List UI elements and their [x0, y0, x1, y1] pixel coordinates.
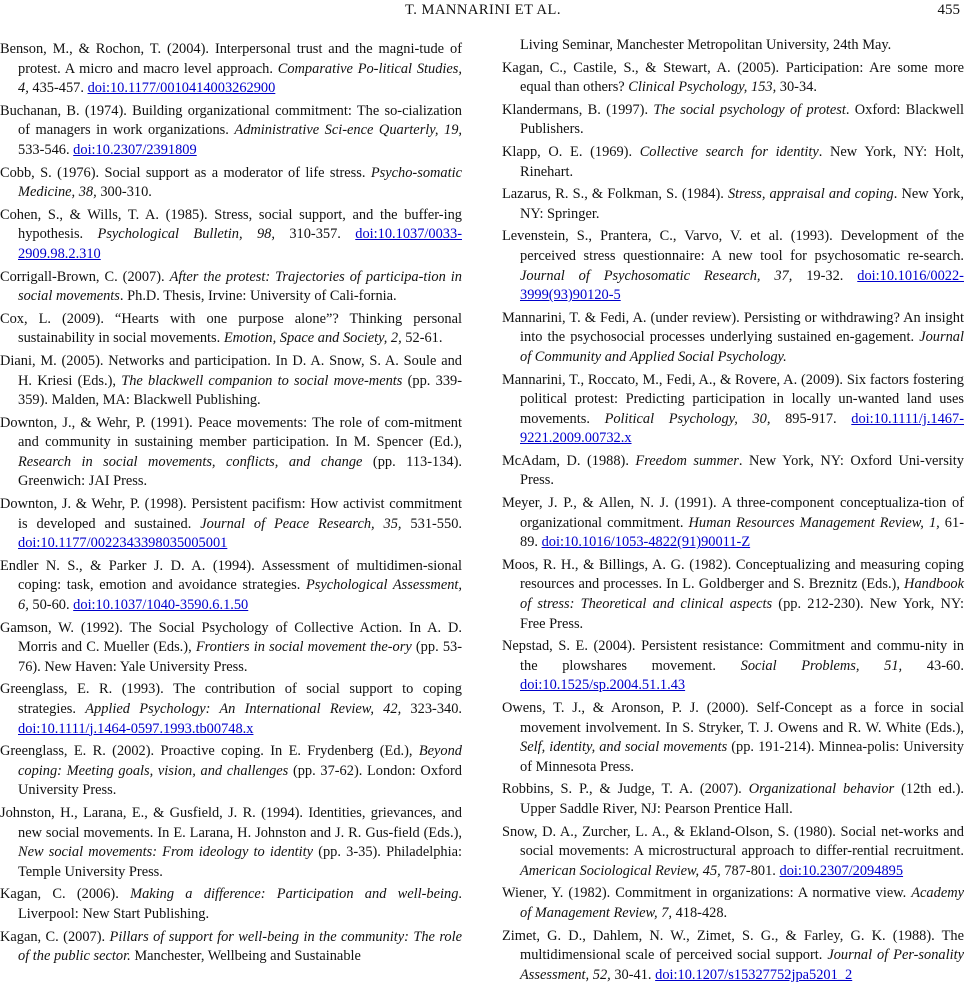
- reference-pages: 533-546.: [18, 141, 74, 158]
- reference-source: Comparative Po-litical Studies, 4,: [18, 60, 463, 97]
- reference-source: Psychological Assessment, 6,: [18, 577, 462, 614]
- reference-authors-title: Endler N. S., & Parker J. D. A. (1994). Assessment of multidimen-sional coping: task, emotion and avoidance strategies.: [0, 557, 462, 594]
- reference-entry: [502, 780, 964, 819]
- reference-authors-title: Diani, M. (2005). Networks and participation. In D. A. Snow, S. A. Soule and H. Kriesi (Eds.),: [0, 352, 462, 389]
- reference-source: Beyond coping: Meeting goals, vision, and challenges: [18, 743, 462, 779]
- reference-authors-title: Klapp, O. E. (1969).: [502, 143, 640, 160]
- doi-link[interactable]: doi:10.2307/2391809: [73, 141, 197, 158]
- reference-pages: . New York, NY: Holt, Rinehart.: [520, 143, 964, 180]
- reference-entry: [502, 309, 964, 368]
- reference-pages: . Liverpool: New Start Publishing.: [18, 886, 463, 922]
- reference-entry: [0, 352, 462, 411]
- reference-authors-title: Cohen, S., & Wills, T. A. (1985). Stress, social support, and the buffer-ing hypothesis.: [0, 206, 462, 243]
- reference-pages: 310-357.: [274, 226, 356, 243]
- reference-source: After the protest: Trajectories of participa-tion in social movements: [18, 268, 462, 305]
- reference-authors-title: Kagan, C. (2007).: [0, 928, 110, 945]
- doi-link[interactable]: doi:10.1177/0010414003262900: [87, 80, 276, 97]
- reference-entry: [0, 885, 462, 924]
- doi-link[interactable]: doi:10.1016/1053-4822(91)90011-Z: [541, 534, 751, 551]
- reference-source: The blackwell companion to social move-ments: [121, 372, 403, 389]
- reference-source: Psycho-somatic Medicine, 38,: [18, 164, 462, 201]
- reference-entry: [0, 102, 462, 161]
- reference-source: American Sociological Review, 45,: [520, 862, 721, 879]
- reference-entry: [502, 637, 964, 696]
- doi-link[interactable]: doi:10.1207/s15327752jpa5201_2: [655, 966, 853, 983]
- reference-pages: 30-34.: [776, 79, 817, 96]
- reference-entry: [0, 928, 462, 967]
- reference-source: Clinical Psychology, 153,: [628, 79, 777, 96]
- reference-entry: [0, 680, 462, 739]
- reference-entry: [0, 742, 462, 801]
- reference-source: Research in social movements, conflicts, and change: [18, 453, 363, 470]
- reference-authors-title: Moos, R. H., & Billings, A. G. (1982). Conceptualizing and measuring coping resources and processes. In L. Goldberger and S. Breznitz (Eds.),: [502, 556, 964, 593]
- doi-link[interactable]: doi:10.1037/0033-2909.98.2.310: [18, 226, 462, 262]
- reference-authors-title: Downton, J., & Wehr, P. (1991). Peace movements: The role of com-mitment and community in sustaining member participation. In M. Spencer (Ed.),: [0, 414, 462, 451]
- reference-entry: [502, 927, 964, 986]
- reference-source: New social movements: From ideology to identity: [18, 844, 314, 861]
- reference-authors-title: Levenstein, S., Prantera, C., Varvo, V. et al. (1993). Development of the perceived stress questionnaire: A new tool for psychosomatic re-search.: [502, 228, 964, 264]
- reference-authors-title: Johnston, H., Larana, E., & Gusfield, J. R. (1994). Identities, grievances, and new social movements. In E. Larana, H. Johnston and J. R. Gus-field (Eds.),: [0, 804, 462, 841]
- reference-entry: [502, 556, 964, 634]
- reference-pages: (pp. 212-230). New York, NY: Free Press.: [520, 596, 964, 632]
- reference-entry: [0, 619, 462, 678]
- reference-authors-title: Owens, T. J., & Aronson, P. J. (2000). Self-Concept as a force in social movement involvement. In S. Stryker, T. J. Owens and R. W. White (Eds.),: [502, 700, 964, 736]
- reference-entry: [0, 804, 462, 882]
- reference-source: Freedom summer: [635, 452, 739, 469]
- left-column: [0, 40, 462, 970]
- reference-source: Frontiers in social movement the-ory: [195, 639, 412, 656]
- reference-pages: (pp. 339-359). Malden, MA: Blackwell Publishing.: [18, 372, 462, 409]
- reference-pages: (pp. 3-35). Philadelphia: Temple University Press.: [18, 844, 463, 880]
- reference-pages: 52-61.: [401, 330, 443, 347]
- right-column: [502, 37, 964, 988]
- reference-pages: . New York, NY: Oxford Uni-versity Press.: [520, 452, 964, 489]
- reference-source: Journal of Peace Research, 35,: [200, 515, 402, 532]
- doi-link[interactable]: doi:10.1525/sp.2004.51.1.43: [520, 677, 686, 694]
- reference-pages: (pp. 37-62). London: Oxford University Press.: [18, 762, 462, 799]
- reference-entry: [502, 494, 964, 553]
- reference-pages: Manchester, Wellbeing and Sustainable: [130, 948, 361, 965]
- reference-authors-title: Cox, L. (2009). “Hearts with one purpose alone”? Thinking personal sustainability in social movements.: [0, 310, 462, 347]
- reference-authors-title: Robbins, S. P., & Judge, T. A. (2007).: [502, 781, 749, 798]
- reference-pages: 435-457.: [28, 80, 88, 97]
- doi-link[interactable]: doi:10.1177/0022343398035005001: [18, 535, 228, 552]
- reference-source: Psychological Bulletin, 98,: [97, 226, 275, 243]
- reference-entry: [502, 699, 964, 777]
- reference-entry: [0, 414, 462, 492]
- reference-pages: (pp. 113-134). Greenwich: JAI Press.: [18, 453, 462, 490]
- reference-authors-title: McAdam, D. (1988).: [502, 452, 636, 469]
- reference-authors-title: Kagan, C., Castile, S., & Stewart, A. (2005). Participation: Are some more equal than others?: [502, 59, 964, 96]
- reference-authors-title: Nepstad, S. E. (2004). Persistent resistance: Commitment and commu-nity in the plowshares movement.: [502, 638, 964, 674]
- reference-source: Administrative Sci-ence Quarterly, 19,: [234, 122, 462, 139]
- reference-authors-title: Buchanan, B. (1974). Building organizational commitment: The so-cialization of managers in work organizations.: [0, 102, 462, 139]
- reference-pages: . Oxford: Blackwell Publishers.: [520, 101, 964, 138]
- reference-authors-title: Greenglass, E. R. (1993). The contribution of social support to coping strategies.: [0, 681, 462, 717]
- reference-entry: [0, 40, 462, 99]
- reference-pages: (12th ed.). Upper Saddle River, NJ: Pearson Prentice Hall.: [520, 781, 964, 817]
- reference-entry: [502, 185, 964, 224]
- running-head: T. MANNARINI ET AL.: [405, 2, 561, 18]
- reference-entry: [0, 268, 462, 307]
- reference-authors-title: Downton, J. & Wehr, P. (1998). Persistent pacifism: How activist commitment is developed and sustained.: [0, 496, 462, 532]
- reference-authors-title: Kagan, C. (2006).: [0, 886, 131, 903]
- reference-source: Social Problems, 51,: [740, 657, 903, 674]
- reference-source: Journal of Community and Applied Social Psychology.: [520, 329, 964, 365]
- reference-entry: [0, 164, 462, 203]
- reference-pages: 30-41.: [610, 966, 656, 983]
- reference-pages: 43-60.: [902, 657, 964, 674]
- reference-source: Organizational behavior: [748, 781, 895, 798]
- doi-link[interactable]: doi:10.1111/j.1467-9221.2009.00732.x: [520, 410, 964, 447]
- page-header: [0, 0, 966, 22]
- reference-entry: [0, 310, 462, 349]
- reference-pages: (pp. 53-76). New Haven: Yale University Press.: [18, 639, 462, 675]
- reference-authors-title: Cobb, S. (1976). Social support as a moderator of life stress.: [0, 164, 371, 181]
- reference-authors-title: Corrigall-Brown, C. (2007).: [0, 268, 170, 285]
- reference-entry: [502, 371, 964, 449]
- reference-authors-title: Benson, M., & Rochon, T. (2004). Interpersonal trust and the magni-tude of protest. A micro and macro level approach.: [0, 41, 462, 77]
- reference-pages: 787-801.: [720, 862, 780, 879]
- reference-source: The social psychology of protest: [653, 101, 846, 118]
- reference-source: Making a difference: Participation and well-being: [130, 886, 459, 903]
- reference-entry: [502, 143, 964, 182]
- reference-pages: 61-89.: [520, 514, 964, 551]
- reference-pages: 895-917.: [770, 410, 852, 427]
- reference-authors-title: Snow, D. A., Zurcher, L. A., & Ekland-Olson, S. (1980). Social net-works and social movements: A microstructural approach to differ-rential recruitment.: [502, 823, 964, 860]
- reference-source: Self, identity, and social movements: [520, 739, 728, 756]
- reference-pages: 50-60.: [28, 597, 74, 614]
- reference-pages: 418-428.: [672, 904, 728, 921]
- reference-pages: 531-550.: [401, 515, 462, 532]
- reference-source: Collective search for identity: [639, 143, 819, 160]
- reference-entry: [502, 101, 964, 140]
- reference-entry: [0, 557, 462, 616]
- reference-authors-title: Greenglass, E. R. (2002). Proactive coping. In E. Frydenberg (Ed.),: [0, 743, 419, 760]
- reference-source: Academy of Management Review, 7,: [520, 885, 964, 921]
- page-number: 455: [937, 2, 960, 18]
- reference-entry: [502, 452, 964, 491]
- doi-link[interactable]: doi:10.1037/1040-3590.6.1.50: [73, 597, 249, 614]
- reference-authors-title: Gamson, W. (1992). The Social Psychology of Collective Action. In A. D. Morris and C. Mueller (Eds.),: [0, 619, 462, 656]
- reference-authors-title: Mannarini, T. & Fedi, A. (under review). Persisting or withdrawing? An insight into the psychosocial processes underlying sustained en-gagement.: [502, 309, 964, 346]
- doi-link[interactable]: doi:10.1016/0022-3999(93)90120-5: [520, 267, 964, 304]
- reference-source: Handbook of stress: Theoretical and clinical aspects: [520, 576, 964, 613]
- reference-authors-title: Klandermans, B. (1997).: [502, 101, 654, 118]
- reference-source: Human Resources Management Review, 1,: [688, 514, 940, 531]
- reference-pages: 300-310.: [96, 184, 152, 201]
- reference-entry: [0, 495, 462, 554]
- reference-authors-title: Meyer, J. P., & Allen, N. J. (1991). A three-component conceptualiza-tion of organizational commitment.: [502, 495, 964, 531]
- reference-entry: [0, 206, 462, 265]
- reference-entry: [502, 823, 964, 882]
- reference-entry: [502, 59, 964, 98]
- reference-authors-title: Mannarini, T., Roccato, M., Fedi, A., & Rovere, A. (2009). Six factors fostering political protest: Predicting participation in locally un-wanted land uses movements.: [502, 371, 964, 427]
- reference-authors-title: Wiener, Y. (1982). Commitment in organizations: A normative view.: [502, 885, 912, 902]
- reference-source: Emotion, Space and Society, 2,: [223, 330, 402, 347]
- reference-source: Applied Psychology: An International Review, 42,: [85, 701, 402, 717]
- doi-link[interactable]: doi:10.2307/2094895: [779, 862, 904, 879]
- reference-source: Journal of Per-sonality Assessment, 52,: [520, 947, 964, 983]
- reference-authors-title: Lazarus, R. S., & Folkman, S. (1984).: [502, 186, 728, 203]
- reference-pages: (pp. 191-214). Minnea-polis: University of Minnesota Press.: [520, 739, 964, 775]
- reference-entry: [502, 227, 964, 305]
- reference-source: Political Psychology, 30,: [604, 410, 771, 427]
- reference-source: Stress, appraisal and coping: [727, 186, 894, 203]
- reference-entry: [502, 884, 964, 923]
- reference-pages: . Ph.D. Thesis, Irvine: University of Cali-fornia.: [119, 288, 397, 305]
- reference-continuation: Living Seminar, Manchester Metropolitan University, 24th May.: [520, 37, 892, 53]
- reference-source: Pillars of support for well-being in the community: The role of the public sector.: [18, 928, 462, 965]
- reference-authors-title: Zimet, G. D., Dahlem, N. W., Zimet, S. G., & Farley, G. K. (1988). The multidimensional scale of perceived social support.: [502, 927, 964, 964]
- reference-pages: 19-32.: [792, 267, 858, 284]
- reference-pages: 323-340.: [401, 701, 462, 717]
- doi-link[interactable]: doi:10.1111/j.1464-0597.1993.tb00748.x: [18, 720, 254, 737]
- reference-source: Journal of Psychosomatic Research, 37,: [520, 267, 793, 284]
- reference-pages: . New York, NY: Springer.: [520, 186, 964, 222]
